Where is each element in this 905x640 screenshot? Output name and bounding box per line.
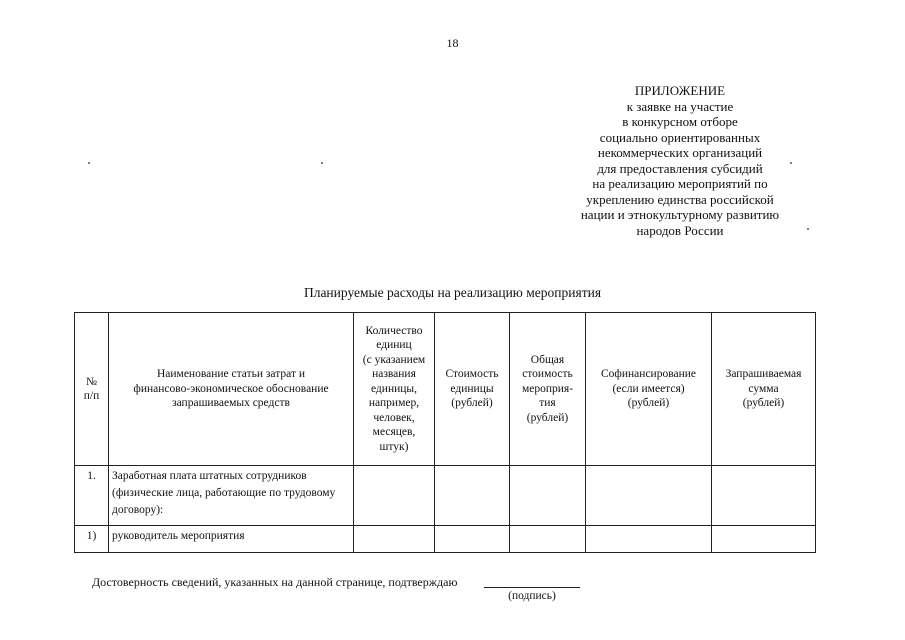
annex-line: нации и этнокультурному развитию — [580, 207, 780, 222]
annex-line: к заявке на участие — [626, 98, 734, 114]
header-number: № п/п — [75, 313, 109, 466]
annex-line: социально ориентированных — [599, 129, 761, 145]
confirmation-text: Достоверность сведений, указанных на данной странице, подтверждаю — [92, 575, 458, 589]
cell-requested[interactable] — [712, 526, 816, 553]
cell-quantity[interactable] — [354, 466, 435, 526]
table-title: Планируемые расходы на реализацию мероприятия — [303, 285, 602, 300]
scan-speck — [790, 162, 792, 164]
page-number: 18 — [446, 36, 459, 50]
annex-title: ПРИЛОЖЕНИЕ — [634, 83, 726, 98]
cell-requested[interactable] — [712, 466, 816, 526]
annex-line: укреплению единства российской — [586, 191, 774, 207]
expenses-table — [74, 312, 816, 553]
table-row — [75, 466, 816, 526]
cell-quantity[interactable] — [354, 526, 435, 553]
scan-speck — [321, 162, 323, 164]
cell-cofinancing[interactable] — [586, 526, 712, 553]
cell-number: 1) — [75, 526, 109, 553]
header-unit-cost: Стоимость единицы (рублей) — [435, 313, 510, 466]
annex-line: некоммерческих организаций — [597, 145, 763, 160]
scan-speck — [88, 162, 90, 164]
annex-line: в конкурсном отборе — [622, 114, 738, 129]
cell-total-cost[interactable] — [510, 466, 586, 526]
table-row — [75, 526, 816, 553]
scan-speck — [807, 228, 809, 230]
header-expense-name: Наименование статьи затрат и финансово-экономическое обоснование запрашиваемых средств — [109, 313, 354, 466]
annex-line: для предоставления субсидий — [597, 160, 763, 176]
cell-expense-name: Заработная плата штатных сотрудников (физические лица, работающие по трудовому договору): — [109, 466, 354, 526]
cell-expense-name: руководитель мероприятия — [109, 526, 354, 553]
signature-label: (подпись) — [508, 590, 556, 602]
cell-number: 1. — [75, 466, 109, 526]
annex-line: на реализацию мероприятий по — [592, 176, 768, 191]
header-cofinancing: Софинансирование (если имеется) (рублей) — [586, 313, 712, 466]
cell-unit-cost[interactable] — [435, 526, 510, 553]
header-total-cost: Общая стоимость мероприя- тия (рублей) — [510, 313, 586, 466]
annex-block — [560, 83, 800, 238]
annex-line: народов России — [636, 222, 724, 238]
table-header-row — [75, 313, 816, 466]
header-requested: Запрашиваемая сумма (рублей) — [712, 313, 816, 466]
header-quantity: Количество единиц (с указанием названия единицы, например, человек, месяцев, штук) — [354, 313, 435, 466]
cell-unit-cost[interactable] — [435, 466, 510, 526]
cell-cofinancing[interactable] — [586, 466, 712, 526]
signature-line[interactable] — [484, 587, 580, 588]
cell-total-cost[interactable] — [510, 526, 586, 553]
